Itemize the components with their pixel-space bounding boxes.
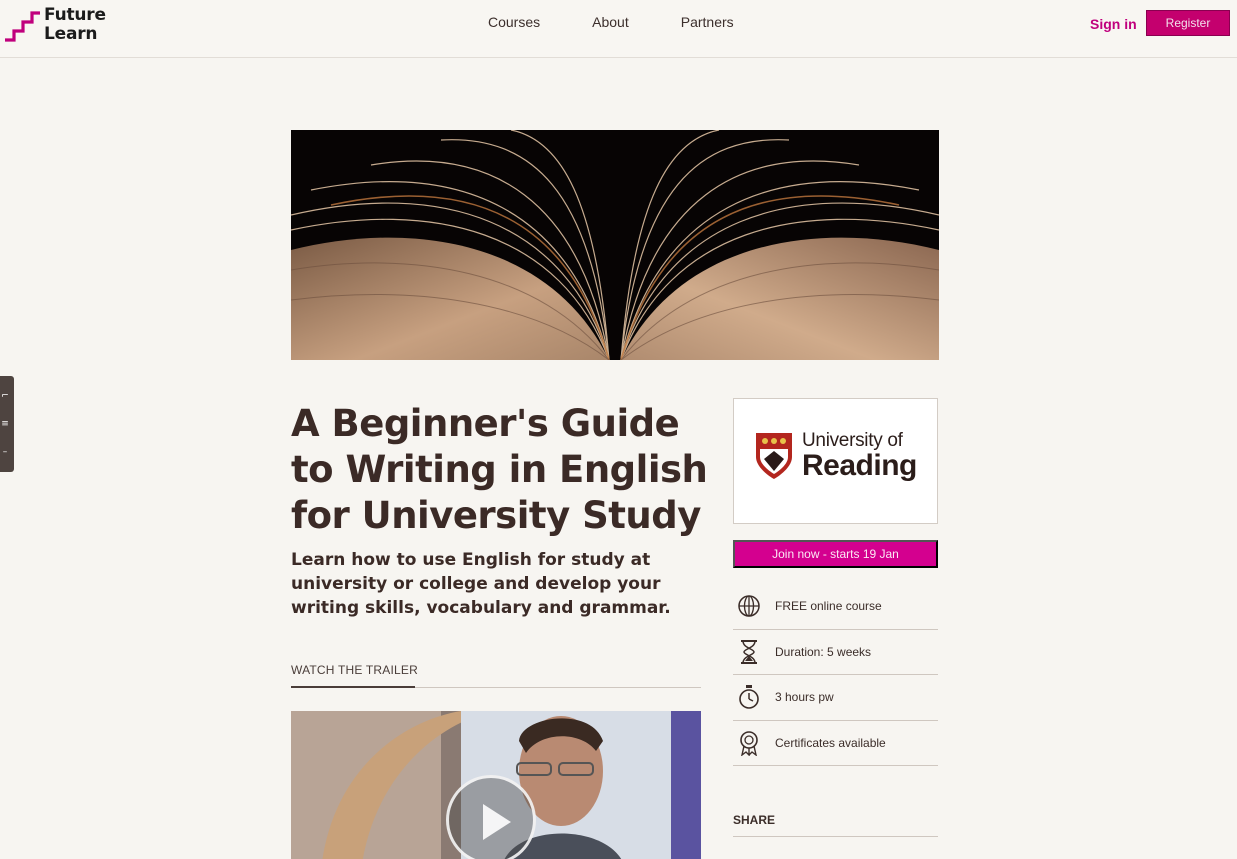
open-book-image xyxy=(291,130,939,360)
fact-text: Duration: 5 weeks xyxy=(775,644,872,659)
university-name xyxy=(802,431,917,481)
nav-partners[interactable]: Partners xyxy=(680,14,734,30)
main-nav xyxy=(488,14,786,30)
side-tab-glyph: ≡ xyxy=(1,419,9,429)
register-button[interactable]: Register xyxy=(1146,10,1230,36)
side-tab-glyph: – xyxy=(2,447,8,457)
feedback-side-tab[interactable] xyxy=(0,376,14,472)
reading-crest-icon xyxy=(756,433,792,479)
side-tab-glyph: ⌐ xyxy=(1,391,9,401)
share-divider xyxy=(733,836,938,837)
course-subtitle: Learn how to use English for study at university or college and develop your writing skills, vocabulary and grammar. xyxy=(291,550,671,618)
trailer-tab-underline xyxy=(291,686,415,688)
certificate-icon xyxy=(734,729,764,757)
share-heading: SHARE xyxy=(733,813,776,827)
fact-certificates xyxy=(733,721,938,767)
logo-word-learn: Learn xyxy=(44,24,98,44)
fact-duration xyxy=(733,630,938,676)
logo-word-future: Future xyxy=(44,5,106,25)
top-navigation-bar xyxy=(0,0,1237,58)
course-hero-image xyxy=(291,130,939,360)
fact-text: FREE online course xyxy=(775,599,882,614)
hourglass-icon xyxy=(734,638,764,666)
globe-icon xyxy=(734,592,764,620)
fact-text: Certificates available xyxy=(775,735,886,750)
watch-trailer-tab[interactable]: WATCH THE TRAILER xyxy=(291,663,418,677)
join-now-button[interactable]: Join now - starts 19 Jan xyxy=(733,540,938,568)
nav-about[interactable]: About xyxy=(592,14,629,30)
nav-courses[interactable]: Courses xyxy=(488,14,541,30)
university-name-line2: Reading xyxy=(802,449,917,482)
logo-steps-icon xyxy=(4,6,42,42)
course-title: A Beginner's Guide to Writing in English for University Study xyxy=(291,402,708,537)
university-of-reading-logo[interactable] xyxy=(733,398,938,524)
futurelearn-logo[interactable] xyxy=(4,6,114,46)
university-name-line1: University of xyxy=(802,430,903,451)
play-button[interactable] xyxy=(446,775,536,859)
trailer-video[interactable] xyxy=(291,711,701,859)
course-facts-list xyxy=(733,584,938,766)
fact-free-course xyxy=(733,584,938,630)
logo-wordmark xyxy=(44,6,106,44)
fact-hours xyxy=(733,675,938,721)
fact-text: 3 hours pw xyxy=(775,690,834,705)
sign-in-link[interactable]: Sign in xyxy=(1090,16,1137,32)
stopwatch-icon xyxy=(734,683,764,711)
